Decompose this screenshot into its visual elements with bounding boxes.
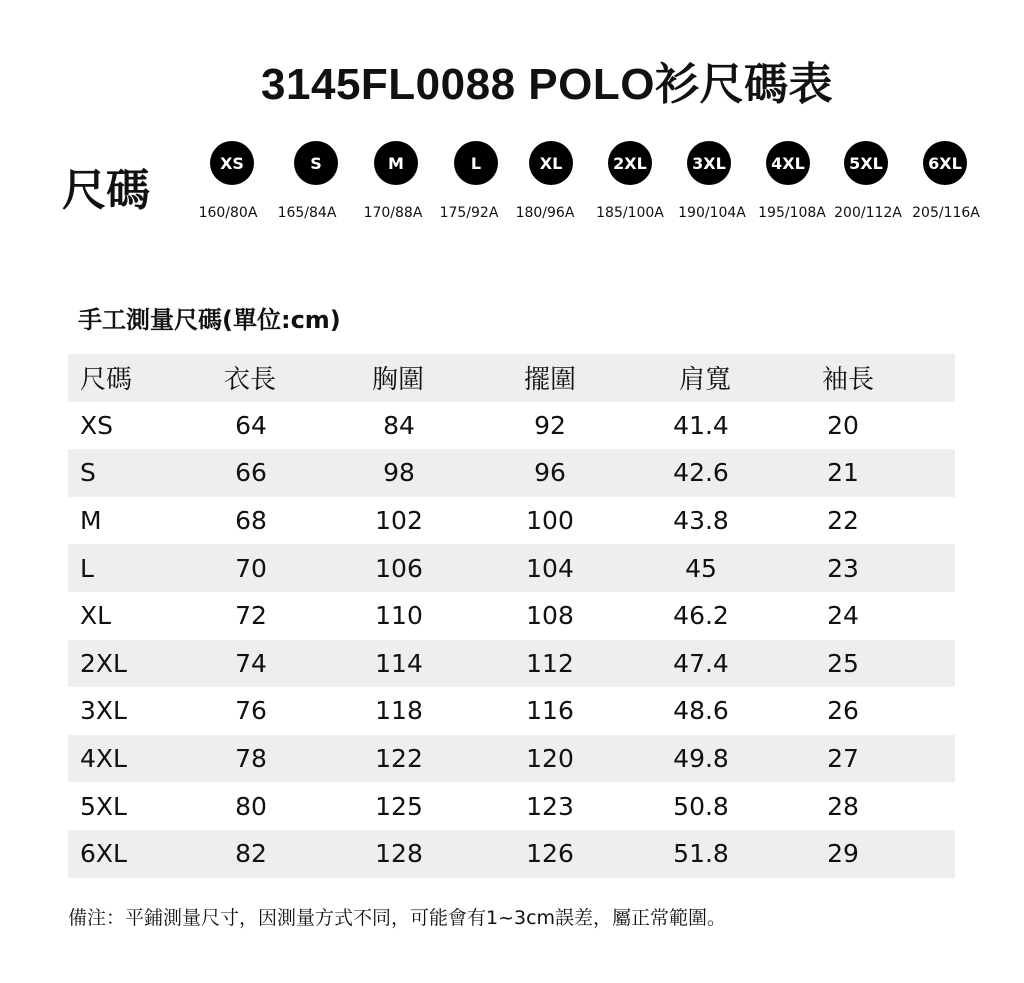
cell-size: XS [80, 410, 113, 440]
cell-sleeve: 24 [827, 601, 859, 631]
cell-chest: 106 [375, 553, 423, 583]
cell-sleeve: 29 [827, 839, 859, 869]
size-chip-m: M [374, 141, 418, 185]
table-row [68, 449, 955, 497]
cell-hem: 108 [526, 601, 574, 631]
size-chip-6xl: 6XL [923, 141, 967, 185]
cell-sleeve: 27 [827, 744, 859, 774]
cell-hem: 92 [534, 410, 566, 440]
cell-hem: 120 [526, 744, 574, 774]
table-row [68, 782, 955, 830]
measure-heading: 手工測量尺碼(單位:cm) [78, 306, 341, 334]
cell-hem: 96 [534, 458, 566, 488]
cell-sleeve: 23 [827, 553, 859, 583]
cell-length: 82 [235, 839, 267, 869]
size-chip-4xl: 4XL [766, 141, 810, 185]
cell-hem: 100 [526, 506, 574, 536]
size-chip-3xl: 3XL [687, 141, 731, 185]
cell-shoulder: 45 [685, 553, 717, 583]
cell-size: 尺碼 [80, 365, 133, 396]
table-header-row [68, 354, 955, 402]
cell-length: 64 [235, 410, 267, 440]
cell-size: S [80, 458, 96, 488]
cell-length: 72 [235, 601, 267, 631]
cell-shoulder: 肩寬 [678, 365, 732, 396]
cell-shoulder: 48.6 [673, 696, 729, 726]
cell-hem: 116 [526, 696, 574, 726]
cell-size: L [80, 553, 94, 583]
table-row [68, 497, 955, 545]
cell-shoulder: 46.2 [673, 601, 729, 631]
cell-sleeve: 26 [827, 696, 859, 726]
size-spec-l: 175/92A [439, 205, 499, 221]
cell-chest: 98 [383, 458, 415, 488]
cell-length: 76 [235, 696, 267, 726]
size-spec-m: 170/88A [363, 205, 423, 221]
cell-sleeve: 20 [827, 410, 859, 440]
cell-sleeve: 28 [827, 791, 859, 821]
cell-length: 74 [235, 648, 267, 678]
page-title: 3145FL0088 POLO衫尺碼表 [261, 60, 833, 109]
cell-chest: 122 [375, 744, 423, 774]
table-row [68, 687, 955, 735]
cell-length: 68 [235, 506, 267, 536]
cell-hem: 123 [526, 791, 574, 821]
cell-size: 6XL [80, 839, 127, 869]
cell-sleeve: 21 [827, 458, 859, 488]
cell-shoulder: 51.8 [673, 839, 729, 869]
cell-size: XL [80, 601, 112, 631]
cell-length: 66 [235, 458, 267, 488]
cell-size: 2XL [80, 648, 127, 678]
size-chip-s: S [294, 141, 338, 185]
footnote: 備注：平鋪測量尺寸，因測量方式不同，可能會有1~3cm誤差，屬正常範圍。 [68, 907, 727, 929]
cell-shoulder: 42.6 [673, 458, 729, 488]
cell-shoulder: 49.8 [673, 744, 729, 774]
cell-shoulder: 43.8 [673, 506, 729, 536]
size-chip-2xl: 2XL [608, 141, 652, 185]
cell-sleeve: 袖長 [821, 365, 875, 396]
cell-hem: 112 [526, 648, 574, 678]
size-chip-xs: XS [210, 141, 254, 185]
size-spec-5xl: 200/112A [834, 205, 902, 221]
cell-shoulder: 50.8 [673, 791, 729, 821]
cell-hem: 104 [526, 553, 574, 583]
cell-shoulder: 41.4 [673, 410, 729, 440]
cell-chest: 118 [375, 696, 423, 726]
size-spec-xl: 180/96A [515, 205, 575, 221]
cell-shoulder: 47.4 [673, 648, 729, 678]
cell-length: 衣長 [223, 365, 277, 396]
size-spec-2xl: 185/100A [596, 205, 664, 221]
cell-chest: 胸圍 [371, 365, 425, 396]
cell-chest: 128 [375, 839, 423, 869]
cell-sleeve: 22 [827, 506, 859, 536]
cell-length: 70 [235, 553, 267, 583]
cell-chest: 102 [375, 506, 423, 536]
cell-hem: 擺圍 [523, 365, 577, 396]
cell-chest: 110 [375, 601, 423, 631]
cell-size: M [80, 506, 102, 536]
table-row [68, 592, 955, 640]
cell-chest: 114 [375, 648, 423, 678]
cell-chest: 125 [375, 791, 423, 821]
cell-chest: 84 [383, 410, 415, 440]
table-row [68, 544, 955, 592]
table-row [68, 830, 955, 878]
size-spec-xs: 160/80A [198, 205, 258, 221]
cell-sleeve: 25 [827, 648, 859, 678]
size-spec-3xl: 190/104A [678, 205, 746, 221]
cell-length: 78 [235, 744, 267, 774]
table-row [68, 735, 955, 783]
cell-size: 5XL [80, 791, 127, 821]
size-spec-s: 165/84A [277, 205, 337, 221]
size-label: 尺碼 [62, 165, 150, 216]
cell-length: 80 [235, 791, 267, 821]
cell-hem: 126 [526, 839, 574, 869]
table-row [68, 402, 955, 450]
size-chip-xl: XL [529, 141, 573, 185]
cell-size: 4XL [80, 744, 127, 774]
cell-size: 3XL [80, 696, 127, 726]
size-chip-5xl: 5XL [844, 141, 888, 185]
size-spec-6xl: 205/116A [912, 205, 980, 221]
size-spec-4xl: 195/108A [758, 205, 826, 221]
table-row [68, 640, 955, 688]
size-chip-l: L [454, 141, 498, 185]
size-table [68, 354, 955, 878]
